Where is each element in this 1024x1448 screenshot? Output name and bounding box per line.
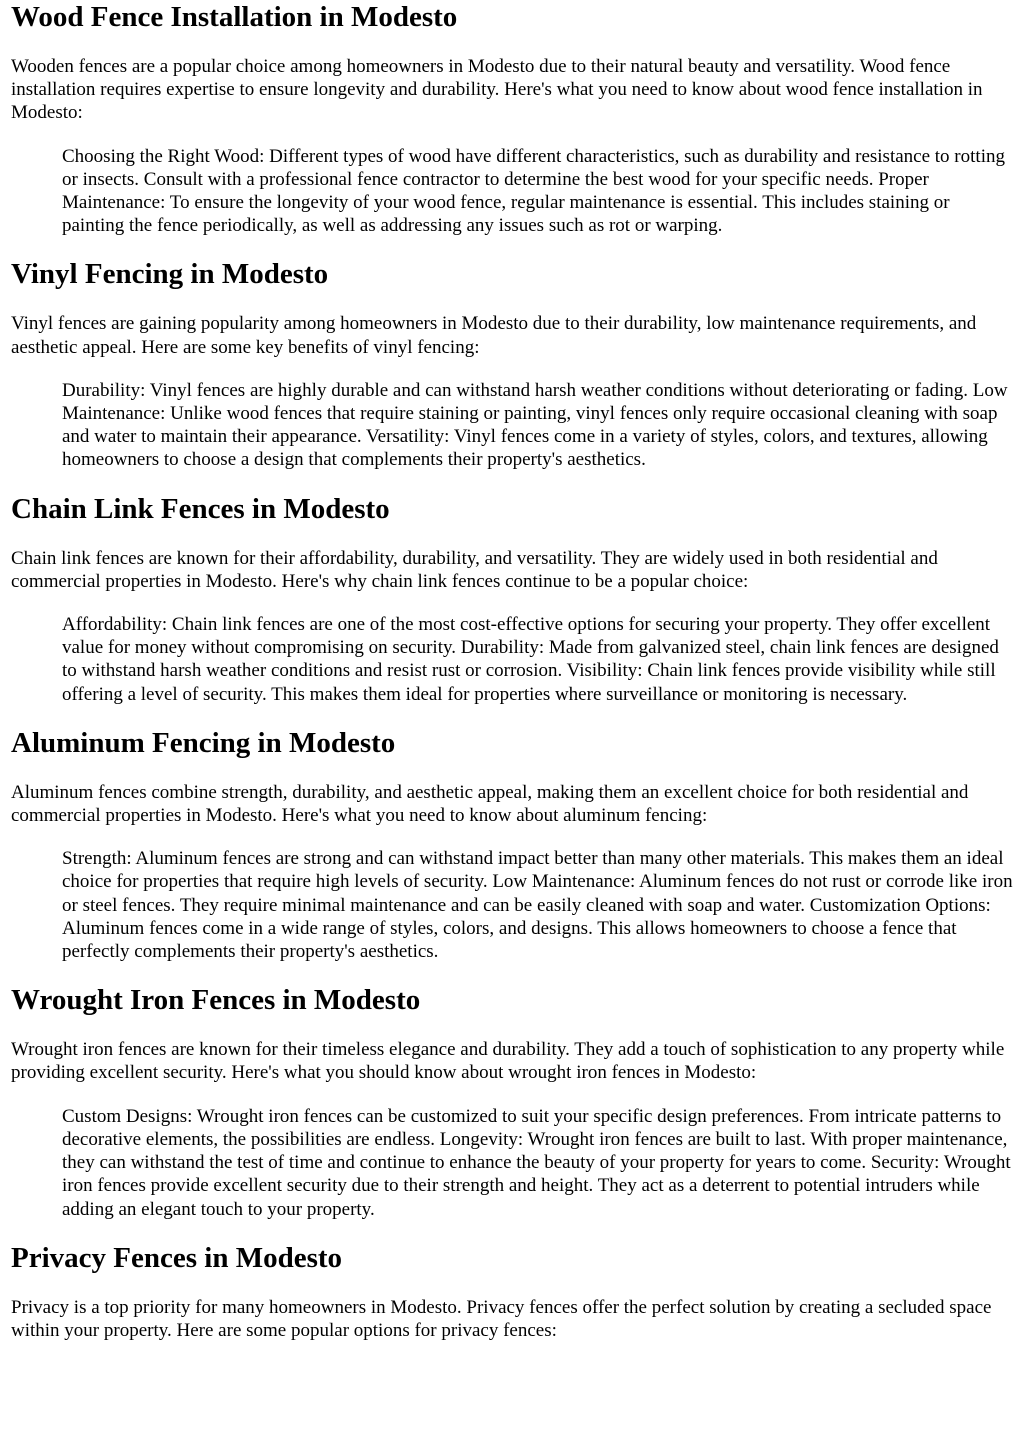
- section-intro: Aluminum fences combine strength, durability, and aesthetic appeal, making them an excellent choice for both residential and commercial properties in Modesto. Here's what you need to know about aluminum fencing:: [11, 781, 969, 827]
- section-details: Affordability: Chain link fences are one of the most cost-effective options for securing your property. They offer excellent value for money without compromising on security. Durability: Made from galvanized steel, chain link fences are designed to withstand harsh weather conditions and resist rust or corrosion. Visibility: Chain link fences provide visibility while still offering a level of security. This makes them ideal for properties where surveillance or monitoring is necessary.: [62, 614, 999, 705]
- section-intro: Vinyl fences are gaining popularity among homeowners in Modesto due to their durability, low maintenance requirements, and aesthetic appeal. Here are some key benefits of vinyl fencing:: [11, 313, 977, 358]
- section-intro: Wrought iron fences are known for their timeless elegance and durability. They add a touch of sophistication to any property while providing excellent security. Here's what you should know about wrought iron fences in Modesto:: [11, 1039, 1005, 1084]
- section-heading: Chain Link Fences in Modesto: [11, 492, 390, 525]
- section-details: Strength: Aluminum fences are strong and can withstand impact better than many other materials. This makes them an ideal choice for properties that require high levels of security. Low Maintenance: Aluminum fences do not rust or corrode like iron or steel fences. They require minimal maintenance and can be easily cleaned with soap and water. Customization Options: Aluminum fences come in a wide range of styles, colors, and designs. This allows homeowners to choose a fence that perfectly complements their property's aesthetics.: [62, 848, 1013, 963]
- section-privacy-fences: [11, 1241, 1016, 1342]
- section-heading: Privacy Fences in Modesto: [11, 1241, 343, 1274]
- section-details: Choosing the Right Wood: Different types of wood have different characteristics, such as durability and resistance to rotting or insects. Consult with a professional fence contractor to determine the best wood for your specific needs. Proper Maintenance: To ensure the longevity of your wood fence, regular maintenance is essential. This includes staining or painting the fence periodically, as well as addressing any issues such as rot or warping.: [62, 145, 1005, 237]
- section-details: Durability: Vinyl fences are highly durable and can withstand harsh weather conditions without deteriorating or fading. Low Maintenance: Unlike wood fences that require staining or painting, vinyl fences only require occasional cleaning with soap and water to maintain their appearance. Versatility: Vinyl fences come in a variety of styles, colors, and textures, allowing homeowners to choose a design that complements their property's aesthetics.: [62, 379, 1008, 471]
- section-wood-fence: [11, 0, 1016, 237]
- section-vinyl-fencing: [11, 257, 1016, 471]
- section-heading: Aluminum Fencing in Modesto: [11, 726, 396, 759]
- section-wrought-iron: [11, 983, 1016, 1220]
- section-intro: Chain link fences are known for their affordability, durability, and versatility. They are widely used in both residential and commercial properties in Modesto. Here's why chain link fences continue to be a popular choice:: [11, 547, 938, 592]
- section-heading: Vinyl Fencing in Modesto: [11, 258, 329, 291]
- section-heading: Wrought Iron Fences in Modesto: [11, 984, 421, 1017]
- section-aluminum-fencing: [11, 726, 1016, 963]
- section-details: Custom Designs: Wrought iron fences can be customized to suit your specific design preferences. From intricate patterns to decorative elements, the possibilities are endless. Longevity: Wrought iron fences are built to last. With proper maintenance, they can withstand the test of time and continue to enhance the beauty of your property for years to come. Security: Wrought iron fences provide excellent security due to their strength and height. They act as a deterrent to potential intruders while adding an elegant touch to your property.: [62, 1105, 1011, 1220]
- section-intro: Wooden fences are a popular choice among homeowners in Modesto due to their natural beauty and versatility. Wood fence installation requires expertise to ensure longevity and durability. Here's what you need to know about wood fence installation in Modesto:: [11, 56, 983, 124]
- section-heading: Wood Fence Installation in Modesto: [11, 1, 458, 33]
- section-intro: Privacy is a top priority for many homeowners in Modesto. Privacy fences offer the perfect solution by creating a secluded space within your property. Here are some popular options for privacy fences:: [11, 1296, 992, 1341]
- section-chain-link: [11, 492, 1016, 706]
